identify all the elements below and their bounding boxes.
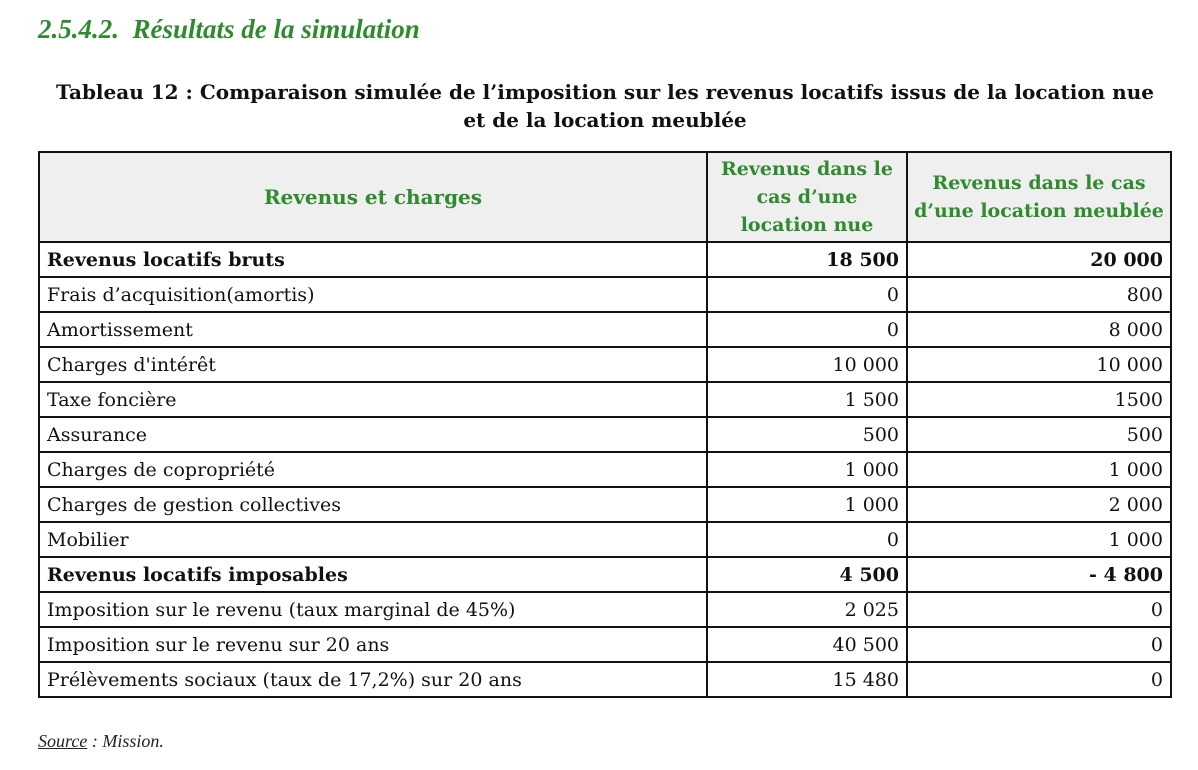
table-row — [39, 242, 1171, 277]
table-caption-line-2: et de la location meublée — [463, 108, 747, 132]
row-value-location-nue: 0 — [707, 312, 907, 347]
source-label: Source — [38, 731, 88, 751]
row-label-cell: Imposition sur le revenu (taux marginal de 45%) — [39, 592, 707, 627]
table-row — [39, 487, 1171, 522]
row-label-cell: Assurance — [39, 417, 707, 452]
row-label-cell: Revenus locatifs imposables — [39, 557, 707, 592]
table-row — [39, 662, 1171, 697]
row-label-cell: Revenus locatifs bruts — [39, 242, 707, 277]
row-value-location-meublee: 0 — [907, 662, 1171, 697]
table-row — [39, 312, 1171, 347]
header-revenus-et-charges: Revenus et charges — [39, 152, 707, 242]
row-value-location-meublee: - 4 800 — [907, 557, 1171, 592]
row-value-location-nue: 15 480 — [707, 662, 907, 697]
row-value-location-meublee: 2 000 — [907, 487, 1171, 522]
table-body — [39, 242, 1171, 697]
table-row — [39, 557, 1171, 592]
row-value-location-nue: 1 000 — [707, 487, 907, 522]
row-value-location-nue: 40 500 — [707, 627, 907, 662]
header-location-meublee: Revenus dans le cas d’une location meublée — [907, 152, 1171, 242]
section-number: 2.5.4.2. — [38, 14, 119, 44]
section-heading — [38, 14, 420, 45]
row-value-location-nue: 2 025 — [707, 592, 907, 627]
row-value-location-meublee: 1 000 — [907, 452, 1171, 487]
source-note — [38, 731, 164, 752]
row-value-location-meublee: 0 — [907, 592, 1171, 627]
row-value-location-nue: 0 — [707, 277, 907, 312]
row-value-location-meublee: 500 — [907, 417, 1171, 452]
row-value-location-meublee: 800 — [907, 277, 1171, 312]
table-row — [39, 452, 1171, 487]
table-row — [39, 277, 1171, 312]
table-caption — [40, 78, 1170, 134]
table-row — [39, 627, 1171, 662]
row-label-cell: Frais d’acquisition(amortis) — [39, 277, 707, 312]
row-label-cell: Mobilier — [39, 522, 707, 557]
row-value-location-nue: 500 — [707, 417, 907, 452]
row-label-cell: Imposition sur le revenu sur 20 ans — [39, 627, 707, 662]
table-row — [39, 417, 1171, 452]
row-value-location-nue: 18 500 — [707, 242, 907, 277]
row-value-location-nue: 4 500 — [707, 557, 907, 592]
row-value-location-meublee: 1 000 — [907, 522, 1171, 557]
source-text: : Mission. — [87, 731, 164, 751]
table-row — [39, 347, 1171, 382]
table-row — [39, 382, 1171, 417]
row-value-location-meublee: 8 000 — [907, 312, 1171, 347]
row-label-cell: Charges de copropriété — [39, 452, 707, 487]
table-header-row — [39, 152, 1171, 242]
header-location-nue: Revenus dans le cas d’une location nue — [707, 152, 907, 242]
row-value-location-nue: 0 — [707, 522, 907, 557]
row-value-location-meublee: 1500 — [907, 382, 1171, 417]
row-label-cell: Prélèvements sociaux (taux de 17,2%) sur 20 ans — [39, 662, 707, 697]
row-value-location-nue: 10 000 — [707, 347, 907, 382]
table-row — [39, 592, 1171, 627]
row-label-cell: Taxe foncière — [39, 382, 707, 417]
row-label-cell: Charges de gestion collectives — [39, 487, 707, 522]
row-value-location-nue: 1 500 — [707, 382, 907, 417]
row-value-location-nue: 1 000 — [707, 452, 907, 487]
row-label-cell: Amortissement — [39, 312, 707, 347]
row-value-location-meublee: 10 000 — [907, 347, 1171, 382]
comparison-table — [38, 151, 1172, 698]
table-row — [39, 522, 1171, 557]
table-caption-line-1: Tableau 12 : Comparaison simulée de l’imposition sur les revenus locatifs issus de la location nue — [56, 80, 1154, 104]
section-title-text: Résultats de la simulation — [132, 14, 420, 44]
row-label-cell: Charges d'intérêt — [39, 347, 707, 382]
row-value-location-meublee: 20 000 — [907, 242, 1171, 277]
row-value-location-meublee: 0 — [907, 627, 1171, 662]
